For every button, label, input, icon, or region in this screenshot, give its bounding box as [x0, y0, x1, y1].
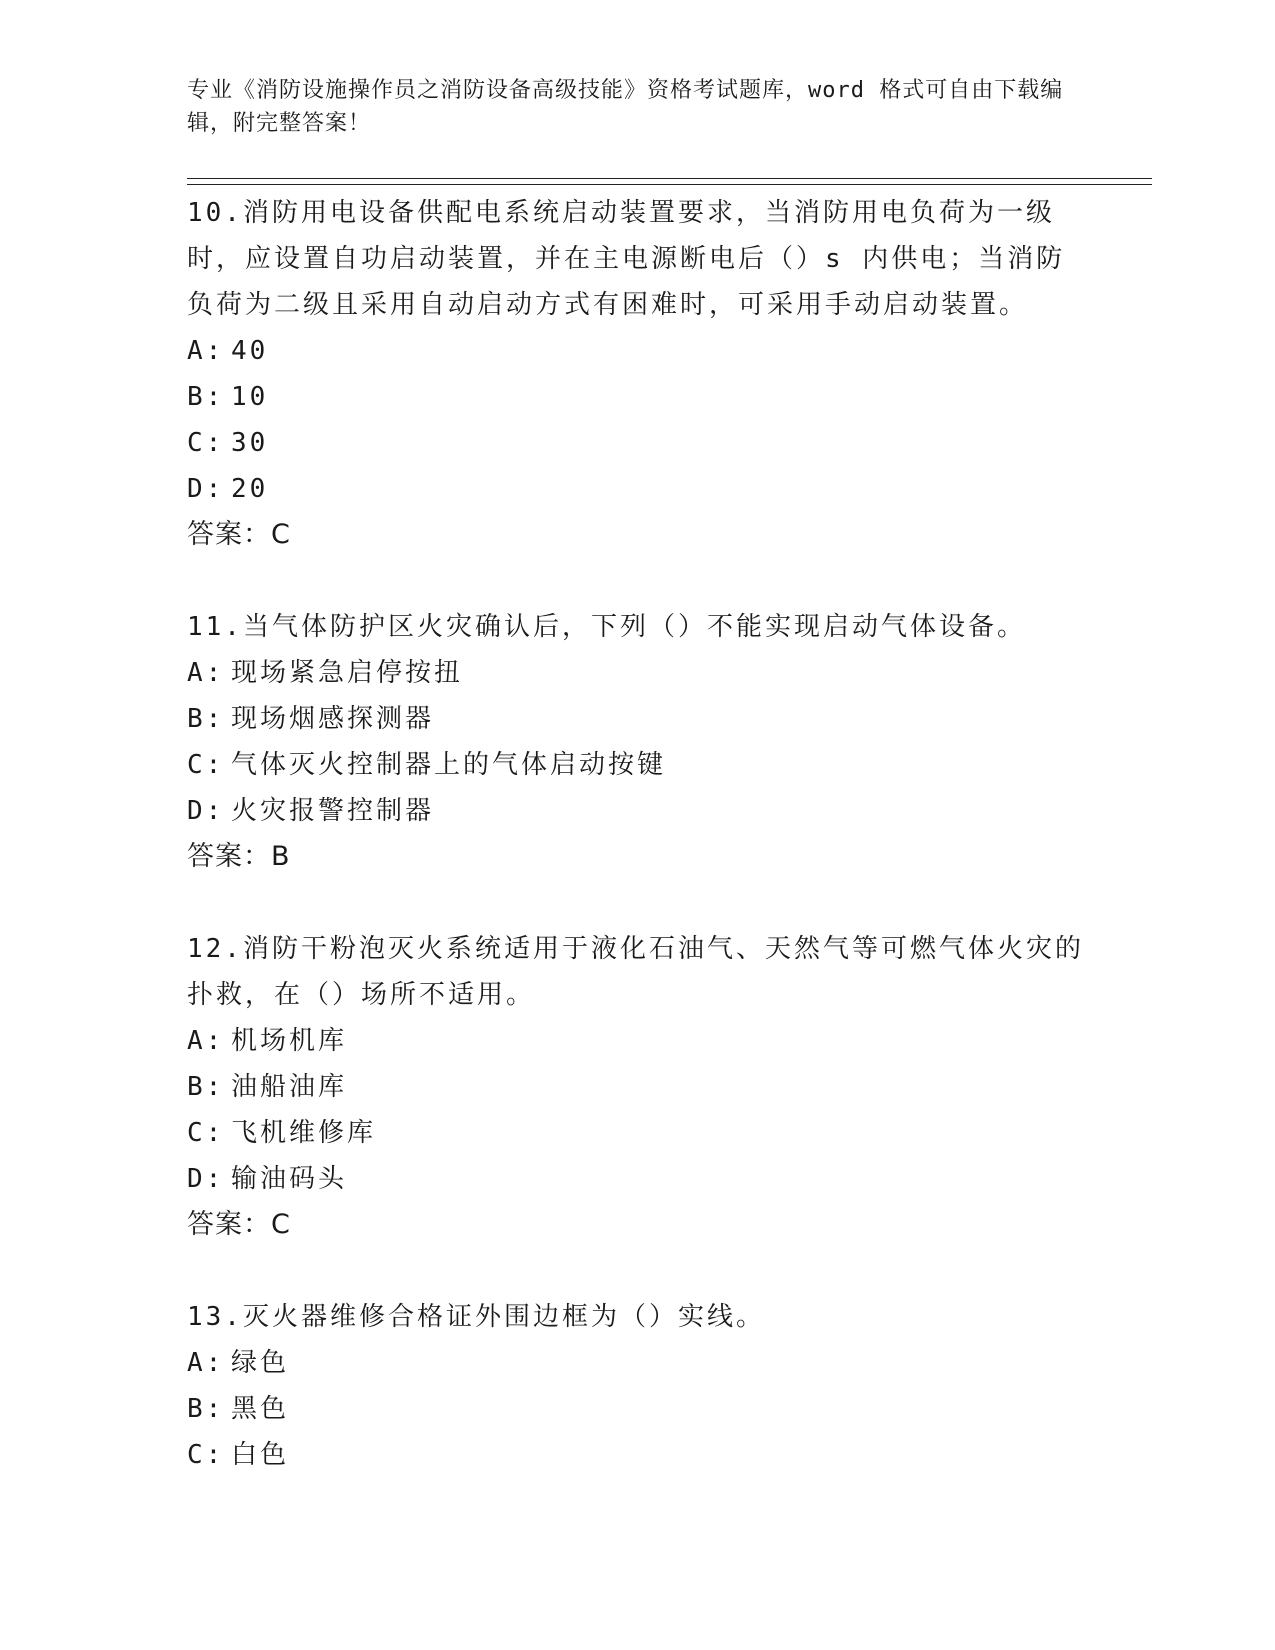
option-text: 40 [231, 336, 269, 366]
option-text: 现场紧急启停按扭 [231, 658, 464, 688]
option-text: 火灾报警控制器 [231, 796, 435, 826]
option-d [187, 788, 1087, 834]
option-letter: C: [187, 1118, 225, 1148]
option-b [187, 1386, 1087, 1432]
option-letter: A: [187, 1026, 225, 1056]
option-c [187, 420, 1087, 466]
option-text: 油船油库 [231, 1072, 348, 1102]
question-13 [187, 1294, 1087, 1478]
option-letter: D: [187, 796, 225, 826]
option-a [187, 1340, 1087, 1386]
option-a [187, 1018, 1087, 1064]
option-d [187, 1156, 1087, 1202]
question-text: 11.当气体防护区火灾确认后，下列（）不能实现启动气体设备。 [187, 612, 1026, 642]
option-c [187, 1432, 1087, 1478]
option-letter: B: [187, 704, 225, 734]
option-b [187, 374, 1087, 420]
option-letter: D: [187, 1164, 225, 1194]
option-a [187, 650, 1087, 696]
option-b [187, 1064, 1087, 1110]
option-letter: B: [187, 382, 225, 412]
question-text: 10.消防用电设备供配电系统启动装置要求，当消防用电负荷为一级时，应设置自功启动装置，并在主电源断电后（）s 内供电；当消防负荷为二级且采用自动启动方式有困难时，可采用手动启动装置。 [187, 198, 1066, 320]
option-letter: C: [187, 428, 225, 458]
option-b [187, 696, 1087, 742]
question-12 [187, 926, 1087, 1248]
answer-line: 答案：C [187, 519, 291, 550]
option-letter: A: [187, 658, 225, 688]
option-text: 输油码头 [231, 1164, 348, 1194]
header-rule-top [187, 178, 1152, 179]
question-text: 12.消防干粉泡灭火系统适用于液化石油气、天然气等可燃气体火灾的扑救，在（）场所不适用。 [187, 934, 1084, 1010]
option-text: 20 [231, 474, 269, 504]
option-text: 机场机库 [231, 1026, 348, 1056]
option-text: 绿色 [231, 1348, 290, 1378]
option-text: 10 [231, 382, 269, 412]
option-c [187, 742, 1087, 788]
option-text: 现场烟感探测器 [231, 704, 435, 734]
header-rule-bottom [187, 184, 1152, 185]
answer-line: 答案：B [187, 841, 291, 872]
document-header: 专业《消防设施操作员之消防设备高级技能》资格考试题库，word 格式可自由下载编辑，附完整答案！ [187, 78, 1064, 136]
option-text: 白色 [231, 1440, 290, 1470]
option-text: 气体灭火控制器上的气体启动按键 [231, 750, 667, 780]
option-letter: A: [187, 1348, 225, 1378]
option-text: 黑色 [231, 1394, 290, 1424]
option-d [187, 466, 1087, 512]
question-10 [187, 190, 1087, 558]
option-letter: B: [187, 1072, 225, 1102]
option-text: 飞机维修库 [231, 1118, 377, 1148]
option-letter: B: [187, 1394, 225, 1424]
option-letter: A: [187, 336, 225, 366]
question-text: 13.灭火器维修合格证外围边框为（）实线。 [187, 1302, 765, 1332]
option-text: 30 [231, 428, 269, 458]
option-letter: D: [187, 474, 225, 504]
question-11 [187, 604, 1087, 880]
option-letter: C: [187, 1440, 225, 1470]
question-list [187, 190, 1087, 1524]
option-letter: C: [187, 750, 225, 780]
answer-line: 答案：C [187, 1209, 291, 1240]
option-c [187, 1110, 1087, 1156]
option-a [187, 328, 1087, 374]
